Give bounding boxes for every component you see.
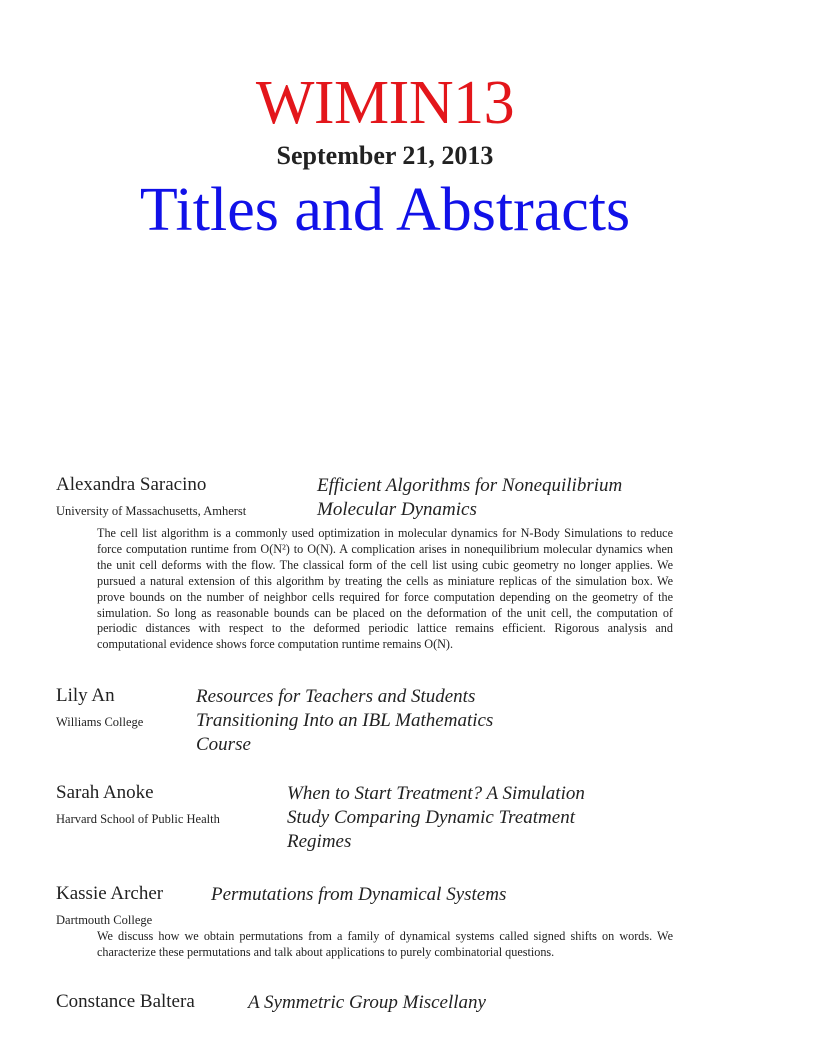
- speaker-institution: University of Massachusetts, Amherst: [56, 504, 247, 518]
- abstract-text: The cell list algorithm is a commonly used optimization in molecular dynamics for N-Body Simulations to reduce force computation runtime from O(N²) to O(N). A complication arises in nonequilibrium molecular dynamics when the unit cell deforms with the flow. The classical form of the cell list using cubic geometry no longer applies. We pursued a natural extension of this algorithm by treating the cells as miniature replicas of the simulation box. We prove bounds on the number of neighbor cells required for force computation depending on the geometry of the simulation. So long as reasonable bounds can be placed on the deformation of the unit cell, the computation of periodic distances with respect to the deformed periodic lattice remains efficient. Rigorous analysis and computational evidence shows force computation runtime remains O(N).: [97, 526, 673, 652]
- speaker-institution: Williams College: [56, 715, 144, 729]
- talk-title-line: When to Start Treatment? A Simulation: [287, 783, 585, 804]
- talk-title-line: Molecular Dynamics: [317, 499, 477, 520]
- talk-title-line: Resources for Teachers and Students: [196, 686, 476, 707]
- speaker-name: Kassie Archer: [56, 883, 164, 904]
- speaker-name: Sarah Anoke: [56, 782, 154, 803]
- conference-title: WIMIN13: [255, 69, 515, 137]
- conference-date: September 21, 2013: [276, 141, 494, 170]
- talk-title: [287, 782, 585, 854]
- talk-title-line: Study Comparing Dynamic Treatment: [287, 807, 575, 828]
- talk-title: [211, 883, 506, 907]
- speaker-institution: Dartmouth College: [56, 913, 153, 927]
- speaker-name: Constance Baltera: [56, 991, 195, 1012]
- talk-title-line: Efficient Algorithms for Nonequilibrium: [317, 475, 623, 496]
- speaker-name: Alexandra Saracino: [56, 474, 207, 495]
- speaker-name: Lily An: [56, 685, 115, 706]
- talk-title-line: Regimes: [287, 831, 352, 852]
- abstract-text: We discuss how we obtain permutations from a family of dynamical systems called signed shifts on words. We characterize these permutations and talk about applications to purely combinatorial questions.: [97, 929, 673, 959]
- talk-title: [317, 474, 622, 522]
- talk-title: [248, 991, 486, 1015]
- talk-title-line: Course: [196, 734, 251, 755]
- speaker-institution: Harvard School of Public Health: [56, 812, 220, 826]
- document-title: Titles and Abstracts: [139, 176, 631, 244]
- talk-title-line: A Symmetric Group Miscellany: [248, 992, 486, 1013]
- talk-title-line: Transitioning Into an IBL Mathematics: [196, 710, 494, 731]
- talk-title-line: Permutations from Dynamical Systems: [211, 884, 507, 905]
- talk-title: [196, 685, 493, 757]
